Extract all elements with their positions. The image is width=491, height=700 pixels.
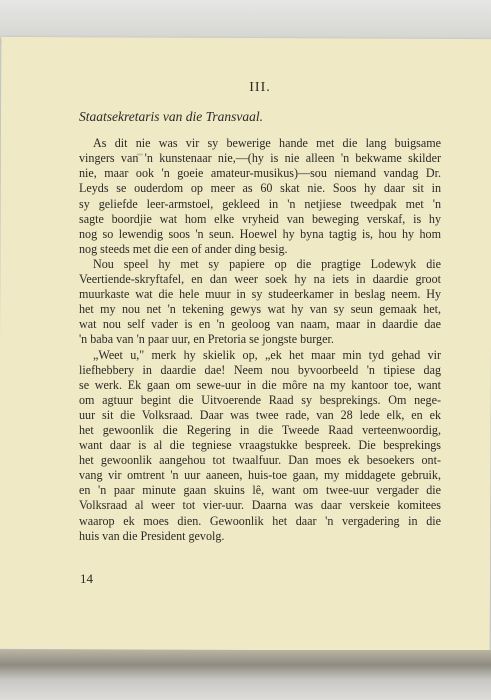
text-line: het my nou net 'n tekening gewys wat hy van sy seun gemaak het, bbox=[79, 302, 441, 317]
text-line: om agtuur begint die Uitvoerende Raad sy besprekings. Om nege- bbox=[79, 392, 441, 407]
paragraph-1 bbox=[79, 136, 441, 257]
text-line: liefhebbery in daardie dae! Neem nou byvoorbeeld 'n tipiese dag bbox=[79, 362, 441, 377]
text-line: vingers van 'n kunstenaar nie,—(hy is nie alleen 'n bekwame skilder bbox=[79, 151, 441, 166]
text-line: As dit nie was vir sy bewerige hande met die lang buigsame bbox=[93, 136, 441, 151]
page-edge-shadow bbox=[0, 650, 491, 700]
text-line: het gewoonlik aangehou tot twaalfuur. Dan moes ek besoekers ont- bbox=[79, 453, 441, 468]
text-line: uur sit die Volksraad. Daar was twee rade, van 28 lede elk, en ek bbox=[79, 407, 441, 422]
paragraph-2 bbox=[79, 257, 441, 348]
text-line: Veertiende-skryftafel, en dan weer soek hy na iets in daardie groot bbox=[79, 272, 441, 287]
text-line: vang vir omtrent 'n uur aaneen, huis-toe gaan, my middagete gebruik, bbox=[79, 468, 441, 483]
text-line: nog steeds met die een of ander ding besig. bbox=[79, 241, 288, 256]
text-line: wat nou self vader is en 'n geoloog van naam, maar in daardie dae bbox=[79, 317, 441, 332]
section-heading: Staatsekretaris van die Transvaal. bbox=[79, 109, 263, 125]
text-line: Nou speel hy met sy papiere op die pragtige Lodewyk die bbox=[93, 256, 441, 271]
text-line: 'n baba van 'n paar uur, en Pretoria se jongste burger. bbox=[79, 332, 334, 347]
text-line: Volksraad al weer tot vier-uur. Daarna was daar verskeie komitees bbox=[79, 498, 441, 513]
text-line: waarop ek moes dien. Gewoonlik het daar 'n vergadering in die bbox=[79, 513, 441, 528]
text-line: muurkaste wat die hele muur in sy studeerkamer in beslag neem. Hy bbox=[79, 287, 441, 302]
text-line: Leyds se ouderdom op meer as 60 skat nie. Soos hy daar sit in bbox=[79, 181, 441, 196]
text-line: „Weet u," merk hy skielik op, „ek het maar min tyd gehad vir bbox=[93, 347, 441, 362]
text-line: nie, maar ook 'n goeie amateur-musikus)—sou niemand vandag Dr. bbox=[79, 166, 441, 181]
paragraph-3 bbox=[79, 348, 441, 544]
text-line: se werk. Ek gaan om sewe-uur in die môre na my kantoor toe, want bbox=[79, 377, 441, 392]
page-number: 14 bbox=[80, 571, 93, 586]
text-line: het gewoonlik die Regering in die Tweede Raad verteenwoordig, bbox=[79, 422, 441, 437]
text-line: sy geliefde leer-armstoel, gekleed in 'n netjiese tweedpak met 'n bbox=[79, 196, 441, 211]
page-text bbox=[79, 80, 441, 544]
text-line: nog so lewendig soos 'n seun. Hoewel hy byna tagtig is, hou hy hom bbox=[79, 226, 441, 241]
text-line: huis van die President gevolg. bbox=[79, 528, 225, 543]
text-line: want daar is al die tegniese vraagstukke bespreek. Die besprekings bbox=[79, 438, 441, 453]
text-line: sagte boordjie wat hom elke vryheid van beweging verskaf, is hy bbox=[79, 211, 441, 226]
chapter-number: III. bbox=[249, 80, 271, 95]
text-line: en 'n paar minute gaan skuins lê, want om twee-uur vergader die bbox=[79, 483, 441, 498]
